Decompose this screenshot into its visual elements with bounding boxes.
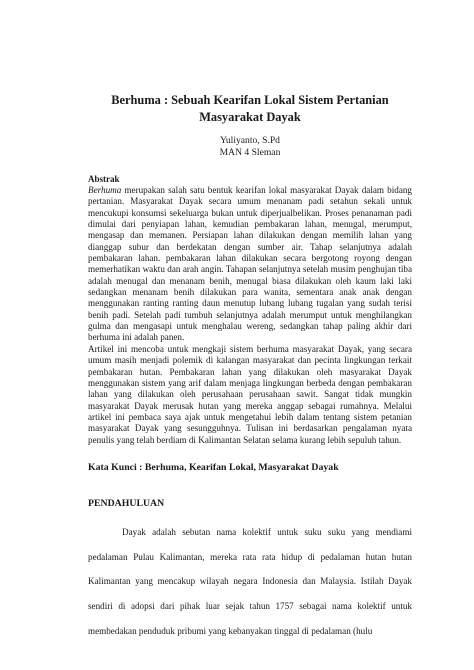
- abstract-heading: Abstrak: [88, 174, 120, 184]
- abstract-paragraph-1-text: merupakan salah satu bentuk kearifan lokal masyarakat Dayak dalam bidang pertanian. Masyarakat Dayak secara umum menanam padi setahun sekali untuk mencukupi konsumsi sekeluarga bukan untuk diperjualbelikan. Proses penanaman padi dimulai dari penyiapan lahan, kemudian pembakaran lahan, menugal, merumput, mengasap dan memanen. Persiapan lahan dilakukan dengan memilih lahan yang dianggap subur dan berdekatan dengan sumber air. Tahap selanjutnya adalah pembakaran lahan. pembakaran lahan dilakukan secara bergotong royong dengan memerhatikan waktu dan arah angin. Tahapan selanjutnya setelah musim penghujan tiba adalah menugal dan menanam benih, menugal biasa dilakukan oleh kaum laki laki sedangkan menanam benih dilakukan para wanita, sementara anak anak dengan menggunakan ranting ranting daun menutup lubang lubang tugalan yang sudah terisi benih padi. Setelah padi tumbuh selanjutnya adalah merumput untuk menghilangkan gulma dan mengasapi untuk menghalau wereng, sedangkan tahap paling akhir dari berhuma ini adalah panen.: [88, 185, 412, 343]
- section-heading: PENDAHULUAN: [88, 497, 165, 509]
- author-name: Yuliyanto, S.Pd: [220, 135, 280, 146]
- abstract-body: [88, 185, 412, 446]
- abstract-paragraph-2: Artikel ini mencoba untuk mengkaji sistem berhuma masyarakat Dayak, yang secara umum masih menjadi polemik di kalangan masyarakat dan pecinta lingkungan terkait pembakaran hutan. Pembakaran lahan yang dilakukan oleh masyarakat Dayak menggunakan sistem yang arif dalam menjaga lingkungan berbeda dengan pembakaran lahan yang dilakukan oleh perusahaan perusahaan sawit. Sangat tidak mungkin masyarakat Dayak merusak hutan yang mereka anggap sebagai rumahnya. Melalui artikel ini pembaca saya ajak untuk mengetahui lebih dalam tentang sistem petanian masyarakat Dayak yang sesungguhnya. Tulisan ini berdasarkan pengalaman nyata penulis yang telah berdiam di Kalimantan Selatan selama kurang lebih sepuluh tahun.: [88, 343, 412, 445]
- intro-paragraph: Dayak adalah sebutan nama kolektif untuk suku suku yang mendiami pedalaman Pulau Kalimantan, mereka rata rata hidup di pedalaman hutan hutan Kalimantan yang mencakup wilayah negara Indonesia dan Malaysia. Istilah Dayak sendiri di adopsi dari pihak luar sejak tahun 1757 sebagai nama kolektif untuk membedakan penduduk pribumi yang kebanyakan tinggal di pedalaman (hulu: [88, 526, 412, 636]
- abstract-lead-term: Berhuma: [88, 185, 122, 195]
- author-block: [88, 135, 412, 158]
- paper-title: Berhuma : Sebuah Kearifan Lokal Sistem Pertanian Masyarakat Dayak: [111, 93, 389, 124]
- author-affiliation: MAN 4 Sleman: [219, 146, 281, 158]
- abstract-paragraph-1: [88, 185, 412, 344]
- keywords-line: Kata Kunci : Berhuma, Kearifan Lokal, Masyarakat Dayak: [88, 461, 339, 473]
